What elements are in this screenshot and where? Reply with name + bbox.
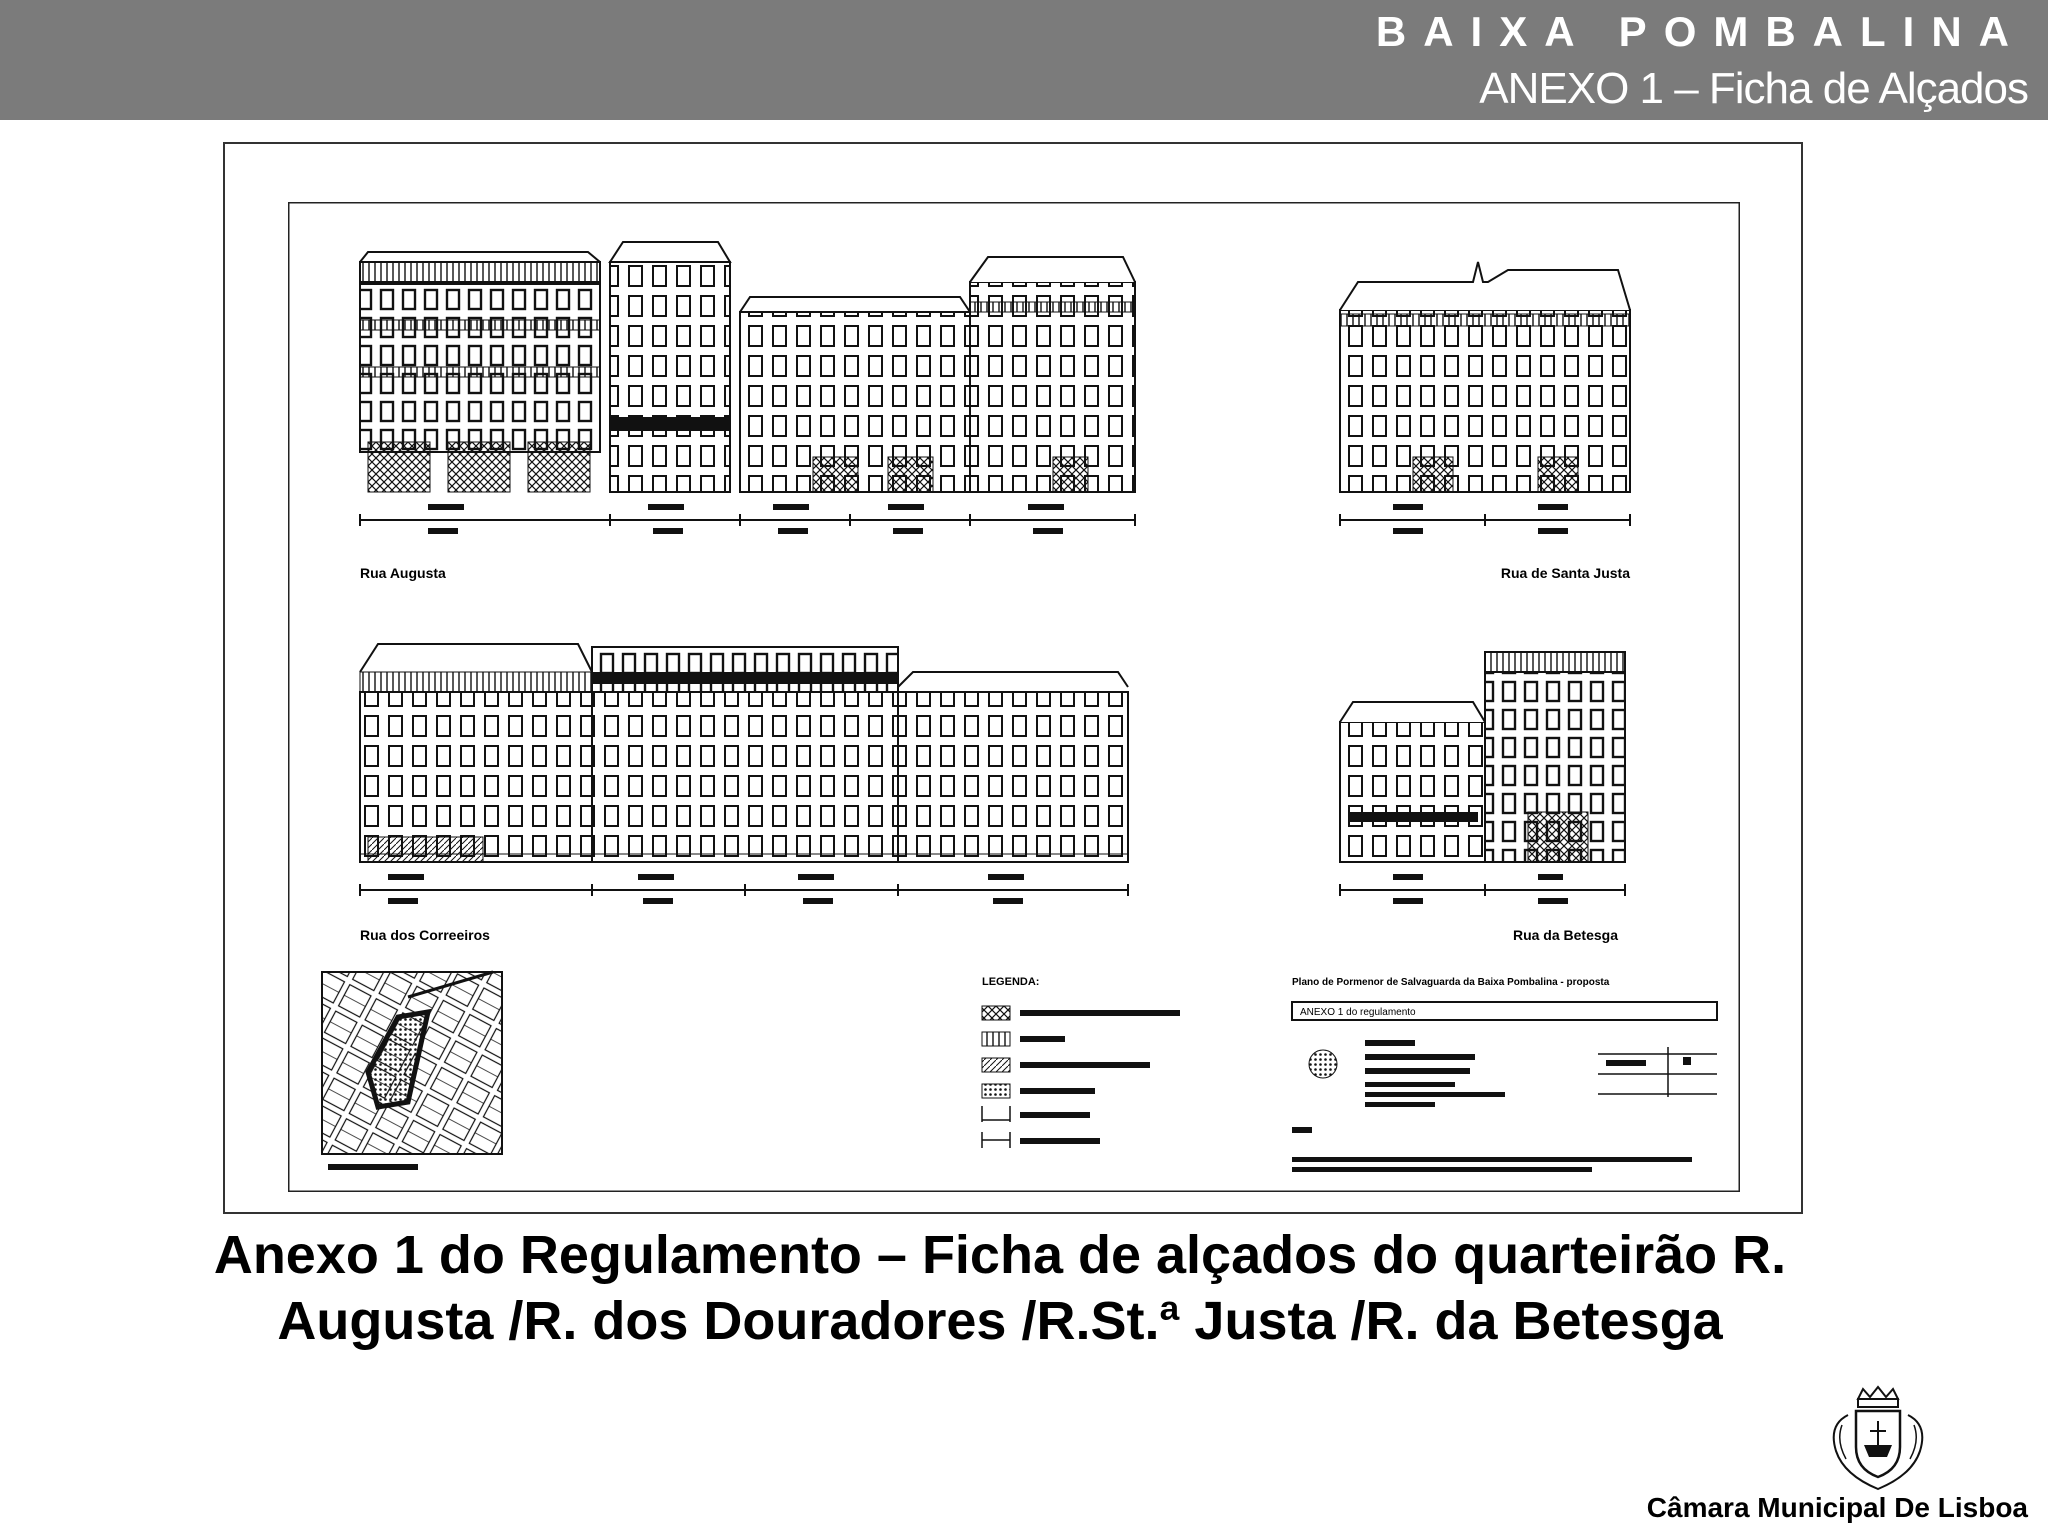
annex-box: ANEXO 1 do regulamento [1300,1007,1416,1018]
caption-line-2: Augusta /R. dos Douradores /R.St.ª Justa /R. da Betesga [277,1291,1723,1351]
elevation-rua-santa-justa [1340,262,1630,534]
elevation-rua-augusta [360,242,1135,534]
header-subtitle: ANEXO 1 – Ficha de Alçados [1479,64,2028,113]
lisbon-seal-icon [1818,1385,1938,1497]
legend-title: LEGENDA: [982,976,1040,988]
title-block [1292,977,1717,1172]
footer-brand: Câmara Municipal De Lisboa [1646,1492,2028,1523]
drawing-frame [223,142,1803,1214]
label-rua-santa-justa: Rua de Santa Justa [1500,565,1630,581]
slide-caption [0,1222,2000,1354]
location-map [322,972,502,1170]
header-bar [0,0,2048,120]
elevation-rua-correeiros [360,644,1128,904]
elevation-rua-betesga [1340,652,1625,904]
caption-line-1: Anexo 1 do Regulamento – Ficha de alçados do quarteirão R. [213,1225,1787,1285]
plan-title: Plano de Pormenor de Salvaguarda da Baixa Pombalina - proposta [1292,977,1610,988]
header-title: BAIXA POMBALINA [1375,8,2026,55]
legend [982,976,1180,1148]
label-rua-correeiros: Rua dos Correeiros [360,927,490,943]
label-rua-augusta: Rua Augusta [360,565,446,581]
elevation-sheet [288,202,1740,1192]
label-rua-betesga: Rua da Betesga [1512,927,1618,943]
